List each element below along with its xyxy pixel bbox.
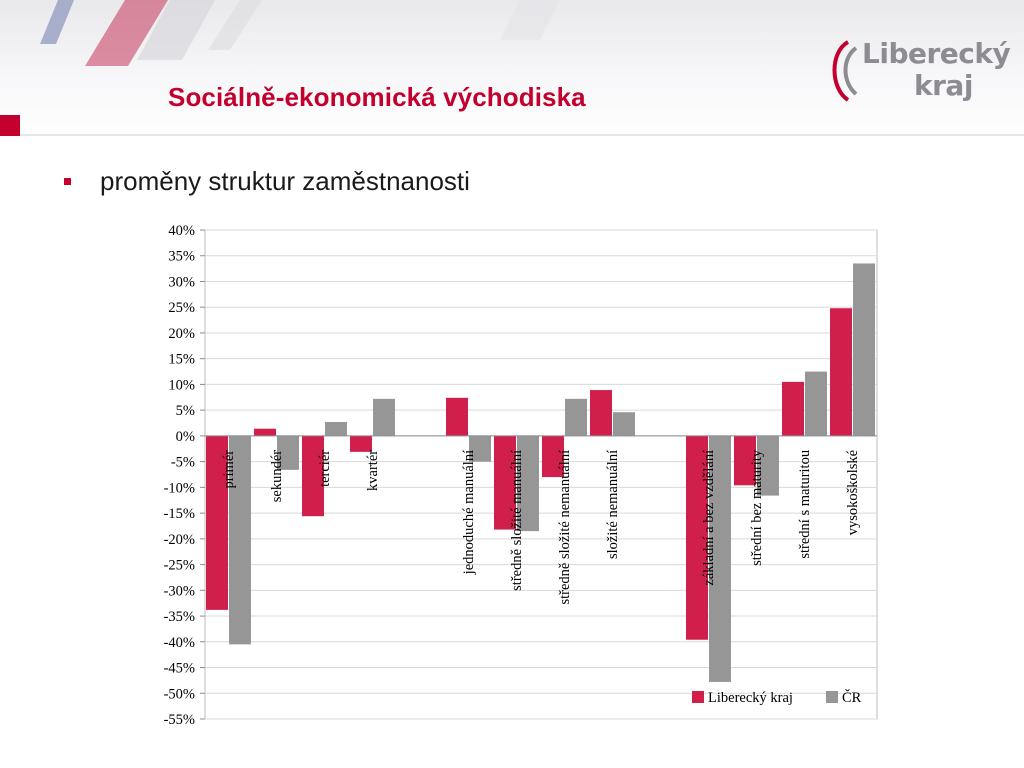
bar-liberecky-kraj [830, 308, 852, 436]
bar-cr [373, 399, 395, 436]
category-label: složité nemanuální [605, 449, 621, 560]
bar-cr [805, 372, 827, 436]
y-tick-label: 35% [168, 248, 195, 265]
bar-liberecky-kraj [350, 436, 372, 452]
legend-swatch [692, 691, 704, 703]
y-tick-label: 10% [168, 377, 195, 394]
y-tick-label: -15% [163, 506, 195, 523]
bar-cr [613, 412, 635, 436]
category-label: základní a bez vzdělání [701, 449, 717, 586]
y-tick-label: -10% [163, 480, 195, 497]
logo-text-line1: Liberecký [862, 37, 1011, 70]
bar-cr [325, 422, 347, 436]
bar-liberecky-kraj [590, 390, 612, 436]
category-label: terciér [317, 449, 333, 487]
category-label: kvartér [365, 449, 381, 491]
category-label: středně složité nemanuální [557, 449, 573, 605]
y-tick-label: -5% [170, 454, 195, 471]
legend-label: ČR [842, 690, 862, 706]
bar-liberecky-kraj [254, 429, 276, 436]
y-tick-label: 30% [168, 274, 195, 291]
category-label: střední bez maturity [749, 449, 765, 566]
y-tick-label: -20% [163, 531, 195, 548]
category-label: jednoduché manuální [461, 449, 477, 575]
y-tick-label: 20% [168, 325, 195, 342]
y-tick-label: 15% [168, 351, 195, 368]
y-tick-label: -55% [163, 712, 195, 728]
slide-title: Sociálně-ekonomická východiska [168, 82, 586, 112]
bar-liberecky-kraj [782, 382, 804, 436]
y-tick-label: -45% [163, 660, 195, 677]
bullet-text: proměny struktur zaměstnanosti [100, 166, 470, 196]
y-tick-label: 25% [168, 300, 195, 317]
y-tick-label: 5% [175, 403, 195, 420]
category-label: primér [221, 449, 237, 489]
legend-label: Liberecký kraj [708, 690, 793, 706]
y-tick-label: -50% [163, 686, 195, 703]
legend-swatch [826, 691, 838, 703]
category-label: středně složité manuální [509, 449, 525, 591]
y-tick-label: 40% [168, 223, 195, 239]
y-tick-label: -30% [163, 583, 195, 600]
y-tick-label: -25% [163, 557, 195, 574]
y-tick-label: -40% [163, 634, 195, 651]
y-tick-label: 0% [175, 428, 195, 445]
logo-text-line2: kraj [914, 69, 973, 102]
bar-liberecky-kraj [446, 398, 468, 436]
bar-cr [853, 263, 875, 435]
bar-cr [565, 399, 587, 436]
category-label: sekundér [269, 449, 285, 503]
category-label: střední s maturitou [797, 449, 813, 559]
y-tick-labels [164, 223, 195, 728]
y-tick-label: -35% [163, 609, 195, 626]
category-label: vysokoškolské [845, 449, 861, 536]
